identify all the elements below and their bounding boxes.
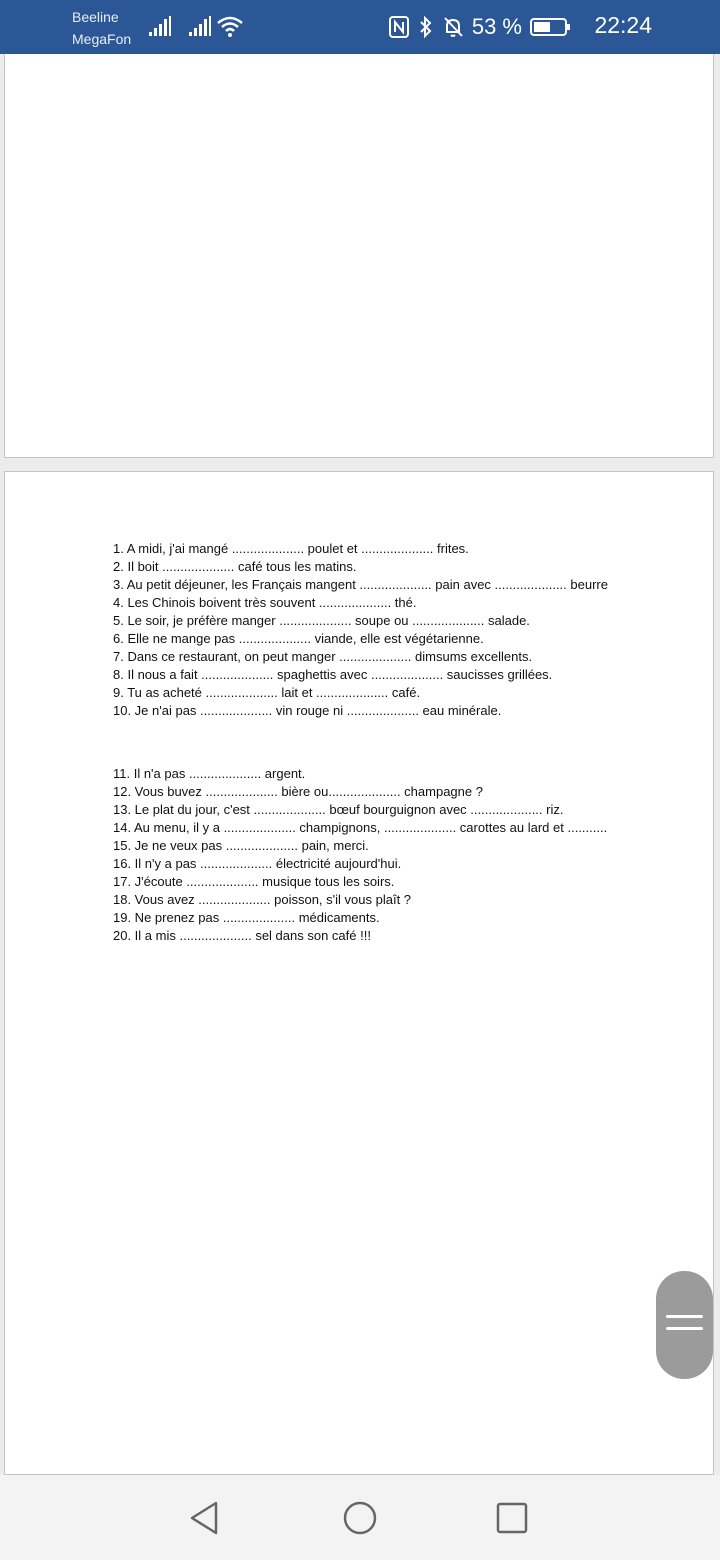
signal-icon	[148, 14, 172, 38]
exercise-line: 16. Il n'y a pas .................... électricité aujourd'hui.	[113, 856, 402, 871]
exercise-list-b	[113, 765, 607, 945]
wifi-icon	[216, 14, 244, 38]
document-viewer[interactable]	[0, 54, 720, 1475]
document-page-2	[4, 471, 714, 1475]
nfc-icon	[388, 15, 410, 39]
exercise-line: 15. Je ne veux pas .................... pain, merci.	[113, 838, 369, 853]
exercise-line: 5. Le soir, je préfère manger .................... soupe ou .................... salade.	[113, 613, 530, 628]
exercise-line: 4. Les Chinois boivent très souvent .................... thé.	[113, 595, 417, 610]
signal-icon	[188, 14, 212, 38]
exercise-line: 10. Je n'ai pas .................... vin rouge ni .................... eau minérale.	[113, 703, 502, 718]
clock: 22:24	[594, 12, 652, 38]
back-icon[interactable]	[186, 1499, 224, 1537]
carrier-names	[72, 6, 131, 50]
exercise-line: 14. Au menu, il y a .................... champignons, .................... carottes au lard et ...........	[113, 820, 608, 835]
scroll-handle-grip	[666, 1315, 703, 1318]
carrier-2: MegaFon	[72, 31, 132, 47]
carrier-1: Beeline	[72, 9, 119, 25]
exercise-line: 7. Dans ce restaurant, on peut manger .................... dimsums excellents.	[113, 649, 533, 664]
battery-percent: 53 %	[471, 14, 522, 39]
exercise-line: 12. Vous buvez .................... bière ou.................... champagne ?	[113, 784, 483, 799]
recents-icon[interactable]	[493, 1499, 531, 1537]
exercise-list-a	[113, 540, 608, 720]
exercise-line: 9. Tu as acheté .................... lait et .................... café.	[113, 685, 421, 700]
exercise-line: 17. J'écoute .................... musique tous les soirs.	[113, 874, 395, 889]
battery-icon	[530, 15, 572, 39]
exercise-line: 18. Vous avez .................... poisson, s'il vous plaît ?	[113, 892, 412, 907]
exercise-line: 6. Elle ne mange pas .................... viande, elle est végétarienne.	[113, 631, 484, 646]
home-icon[interactable]	[341, 1499, 379, 1537]
exercise-line: 2. Il boit .................... café tous les matins.	[113, 559, 357, 574]
exercise-line: 8. Il nous a fait .................... spaghettis avec .................... saucisses grillées.	[113, 667, 553, 682]
status-bar	[0, 0, 720, 54]
bluetooth-icon	[418, 15, 434, 39]
exercise-line: 20. Il a mis .................... sel dans son café !!!	[113, 928, 371, 943]
exercise-line: 13. Le plat du jour, c'est .................... bœuf bourguignon avec .................... riz.	[113, 802, 564, 817]
document-page-1	[4, 54, 714, 458]
scroll-handle-grip	[666, 1327, 703, 1330]
exercise-line: 19. Ne prenez pas .................... médicaments.	[113, 910, 380, 925]
exercise-line: 3. Au petit déjeuner, les Français mangent .................... pain avec .................... beurre	[113, 577, 608, 592]
exercise-line: 1. A midi, j'ai mangé .................... poulet et .................... frites.	[113, 541, 469, 556]
scroll-handle-icon[interactable]	[656, 1271, 713, 1379]
bell-off-icon	[442, 15, 464, 39]
exercise-line: 11. Il n'a pas .................... argent.	[113, 766, 306, 781]
navigation-bar	[0, 1475, 720, 1560]
